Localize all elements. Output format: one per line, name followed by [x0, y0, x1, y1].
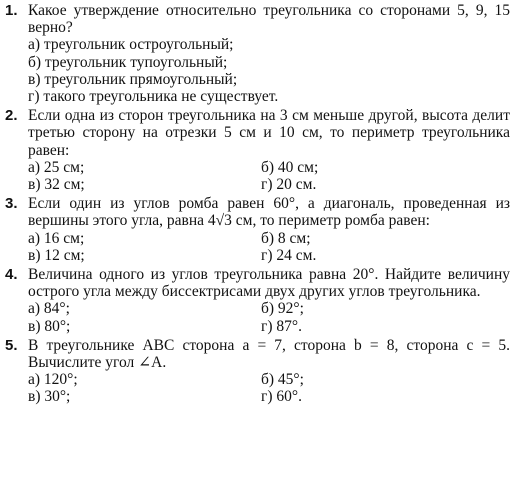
answer-options — [28, 300, 510, 334]
question-number: 1. — [5, 2, 18, 19]
answer-option-a: а) треугольник остроугольный; — [28, 36, 234, 54]
answer-option-g: г) 87°. — [261, 317, 302, 335]
answer-option-a: а) 25 см; — [28, 158, 85, 176]
question-1 — [4, 2, 510, 105]
question-number: 3. — [5, 195, 18, 213]
answer-option-a: а) 120°; — [28, 371, 78, 389]
test-page — [4, 2, 510, 408]
answer-options — [28, 36, 510, 105]
answer-option-v: в) 80°; — [28, 317, 71, 335]
answer-option-v: в) 32 см; — [28, 176, 85, 194]
answer-option-g: г) 20 см. — [261, 176, 317, 194]
question-3 — [4, 195, 510, 264]
question-number: 4. — [5, 266, 18, 284]
answer-option-b: б) 8 см; — [261, 229, 311, 247]
answer-option-a: а) 84°; — [28, 300, 70, 318]
question-2 — [4, 107, 510, 193]
answer-option-g: г) такого треугольника не существует. — [28, 88, 279, 106]
answer-option-b: б) треугольник тупоугольный; — [28, 53, 228, 71]
question-text: Какое утверждение относительно треугольника со сторонами 5, 9, 15 верно? — [28, 2, 510, 37]
answer-option-g: г) 60°. — [261, 388, 302, 406]
answer-option-v: в) треугольник прямоугольный; — [28, 70, 238, 88]
question-text: В треугольнике ABC сторона a = 7, сторона b = 8, сторона c = 5. Вычислите угол ∠A. — [28, 336, 510, 372]
answer-option-g: г) 24 см. — [261, 246, 317, 264]
answer-option-b: б) 40 см; — [261, 158, 319, 176]
answer-option-a: а) 16 см; — [28, 229, 85, 247]
question-number: 5. — [5, 336, 18, 354]
answer-option-b: б) 92°; — [261, 300, 304, 318]
question-text: Если один из углов ромба равен 60°, а диагональ, проведенная из вершины этого угла, равна 4√3 см, то периметр ромба равен: — [28, 195, 510, 230]
question-text: Если одна из сторон треугольника на 3 см меньше другой, высота делит третью сторону на отрезки 5 см и 10 см, то периметр треугольника равен: — [28, 107, 510, 159]
question-4 — [4, 266, 510, 335]
question-number: 2. — [5, 107, 18, 125]
answer-option-v: в) 30°; — [28, 388, 71, 406]
question-5 — [4, 337, 510, 406]
answer-options — [28, 230, 510, 264]
answer-options — [28, 159, 510, 193]
answer-option-v: в) 12 см; — [28, 246, 85, 264]
answer-option-b: б) 45°; — [261, 371, 304, 389]
answer-options — [28, 371, 510, 405]
question-text: Величина одного из углов треугольника равна 20°. Найдите величину острого угла между биссектрисами двух других углов треугольника. — [28, 266, 510, 301]
